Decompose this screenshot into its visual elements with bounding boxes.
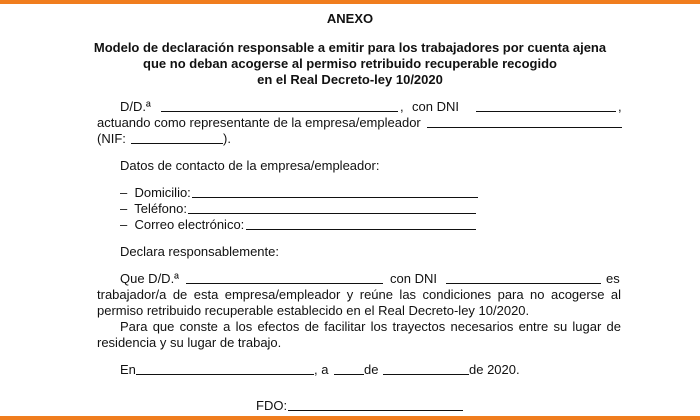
nif-open: (NIF: (97, 131, 126, 146)
annex-heading: ANEXO (326, 11, 374, 26)
company-blank (427, 115, 622, 128)
dni-blank (476, 99, 616, 112)
comma: , (618, 99, 622, 114)
statement-dni-label: con DNI (390, 271, 437, 286)
day-blank (334, 362, 364, 375)
statement-es: es (606, 271, 620, 286)
signature-blank (288, 398, 463, 411)
intro-dd-label: D/D.ª (120, 99, 151, 114)
bottom-accent-bar (0, 416, 700, 420)
year-text: de 2020. (469, 362, 520, 377)
statement-line-3: permiso retribuido recuperable establecido en el Real Decreto-ley 10/2020. (97, 303, 530, 318)
signature-label: FDO: (256, 398, 288, 413)
month-blank (383, 362, 469, 375)
place-de-label: de (364, 362, 379, 377)
statement-que-label: Que D/D.ª (120, 271, 179, 286)
worker-dni-blank (446, 271, 601, 284)
title-line-3: en el Real Decreto-ley 10/2020 (257, 72, 443, 87)
place-a-label: , a (314, 362, 329, 377)
phone-blank (188, 201, 476, 214)
contact-email-label: – Correo electrónico: (120, 217, 245, 232)
purpose-line-2: residencia y su lugar de trabajo. (97, 335, 282, 350)
place-blank (136, 362, 314, 375)
title-line-1: Modelo de declaración responsable a emitir para los trabajadores por cuenta ajena (93, 40, 607, 55)
nif-blank (131, 131, 223, 144)
nif-close: ). (223, 131, 231, 146)
contact-phone-label: – Teléfono: (120, 201, 187, 216)
place-en-label: En (120, 362, 136, 377)
contact-heading: Datos de contacto de la empresa/empleador: (120, 158, 380, 173)
email-blank (246, 217, 476, 230)
statement-line-2: trabajador/a de esta empresa/empleador y reúne las condiciones para no acogerse al (97, 287, 621, 302)
address-blank (192, 185, 478, 198)
intro-representative-text: actuando como representante de la empresa/empleador (97, 115, 421, 130)
worker-name-blank (186, 271, 383, 284)
comma: , (400, 99, 404, 114)
intro-dni-label: con DNI (412, 99, 459, 114)
purpose-line-1: Para que conste a los efectos de facilitar los trayectos necesarios entre su lugar de (120, 319, 621, 334)
title-line-2: que no deban acogerse al permiso retribuido recuperable recogido (143, 56, 557, 71)
name-blank (161, 99, 398, 112)
contact-address-label: – Domicilio: (120, 185, 191, 200)
declares-heading: Declara responsablemente: (120, 244, 279, 259)
